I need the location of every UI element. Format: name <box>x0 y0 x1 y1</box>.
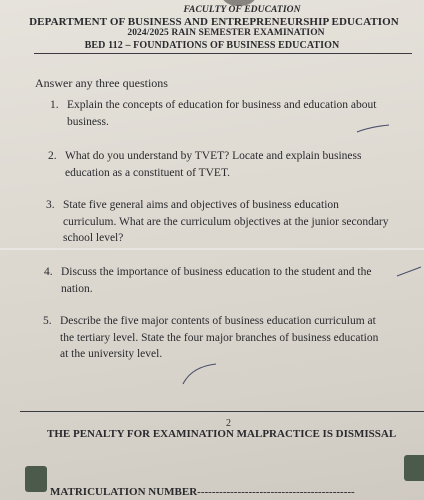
question-line: business. <box>67 115 109 128</box>
pen-mark <box>395 264 423 280</box>
course-heading: BED 112 – FOUNDATIONS OF BUSINESS EDUCATION <box>84 40 340 51</box>
instruction-text: Answer any three questions <box>35 76 168 90</box>
university-logo <box>25 466 47 492</box>
question-line: education as a constituent of TVET. <box>65 166 230 179</box>
question-number: 5. <box>43 315 52 327</box>
university-logo <box>404 455 424 481</box>
question-number: 1. <box>50 99 59 111</box>
department-heading: DEPARTMENT OF BUSINESS AND ENTREPRENEURSHIP EDUCATION <box>29 16 399 28</box>
question-line: curriculum. What are the curriculum objectives at the junior secondary <box>63 215 389 228</box>
question-number: 4. <box>44 266 53 278</box>
penalty-notice: THE PENALTY FOR EXAMINATION MALPRACTICE IS DISMISSAL <box>47 428 397 440</box>
paper-crease <box>0 248 424 250</box>
question-line: What do you understand by TVET? Locate and explain business <box>65 150 362 162</box>
pen-mark <box>355 122 391 136</box>
question-line: at the university level. <box>60 348 163 360</box>
question-line: State five general aims and objectives of business education <box>63 199 339 211</box>
footer-rule <box>20 411 424 412</box>
matriculation-number-field: MATRICULATION NUMBER------------------------------------------- <box>50 486 355 498</box>
question-line: nation. <box>61 282 93 295</box>
question-line: school level? <box>63 232 124 244</box>
page-number: 2 <box>226 418 231 429</box>
pen-mark <box>180 360 220 388</box>
question-number: 3. <box>46 199 55 211</box>
question-line: Discuss the importance of business education to the student and the <box>61 266 372 278</box>
question-line: Explain the concepts of education for business and education about <box>67 99 377 111</box>
question-line: the tertiary level. State the four major branches of business education <box>60 331 379 344</box>
question-number: 2. <box>48 150 57 162</box>
faculty-heading: FACULTY OF EDUCATION <box>183 5 301 15</box>
header-rule <box>34 53 412 54</box>
question-line: Describe the five major contents of business education curriculum at <box>60 315 376 327</box>
session-heading: 2024/2025 RAIN SEMESTER EXAMINATION <box>127 28 325 38</box>
